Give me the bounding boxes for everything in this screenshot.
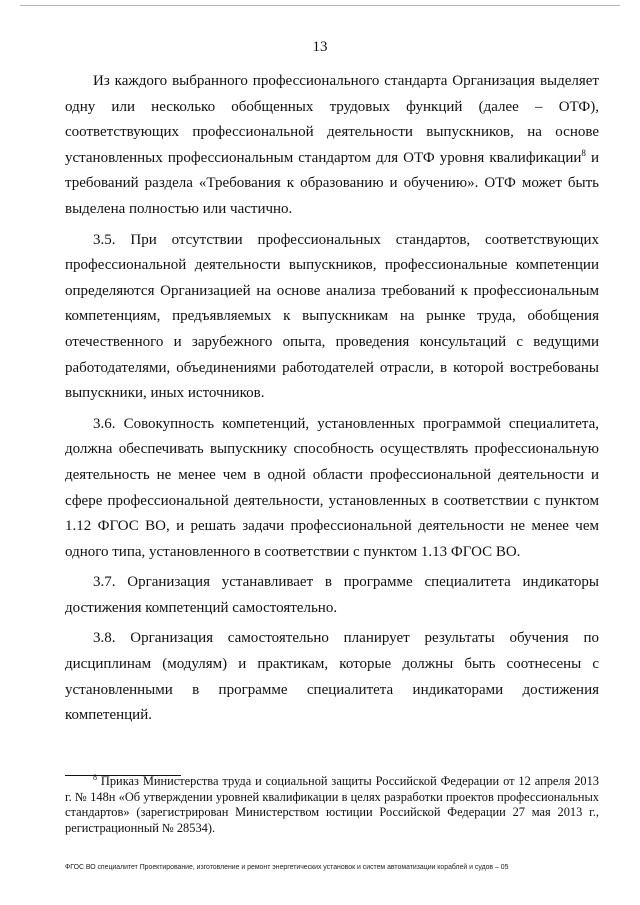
footnote-text: Приказ Министерства труда и социальной защиты Российской Федерации от 12 апреля 2013 г. № 148н «Об утверждении уровней квалификации в целях разработки проектов профессиональных стандартов» (зарегистрирован Министерством юстиции Российской Федерации 27 мая 2013 г., регистрационный № 28534). <box>65 774 599 836</box>
top-border-line <box>20 5 620 6</box>
paragraph-3-6: 3.6. Совокупность компетенций, установленных программой специалитета, должна обеспечивать выпускнику способность осуществлять профессиональную деятельность не менее чем в одной области профессиональной деятельности и сфере профессиональной деятельности, установленных в соответствии с пунктом 1.12 ФГОС ВО, и решать задачи профессиональной деятельности не менее чем одного типа, установленного в соответствии с пунктом 1.13 ФГОС ВО. <box>65 415 599 560</box>
footnote-marker: 8 <box>93 772 97 782</box>
page-number: 13 <box>312 39 328 55</box>
footnote-reference: 8 <box>581 147 586 158</box>
document-body <box>65 69 599 729</box>
paragraph-3-5: 3.5. При отсутствии профессиональных стандартов, соответствующих профессиональной деятельности выпускников, профессиональные компетенции определяются Организацией на основе анализа требований к профессиональным компетенциям, предъявляемых к выпускникам на рынке труда, обобщения отечественного и зарубежного опыта, проведения консультаций с ведущими работодателями, объединениями работодателей отрасли, в которой востребованы выпускники, иных источников. <box>65 231 599 402</box>
paragraph-text: и требований раздела «Требования к образованию и обучению». ОТФ может быть выделена полностью или частично. <box>65 149 599 217</box>
paragraph-otf-selection <box>65 69 599 223</box>
paragraph-3-8: 3.8. Организация самостоятельно планирует результаты обучения по дисциплинам (модулям) и практикам, которые должны быть соотнесены с установленными в программе специалитета индикаторами достижения компетенций. <box>65 630 599 724</box>
footnote <box>65 774 599 837</box>
page-footer: ФГОС ВО специалитет Проектирование, изготовление и ремонт энергетических установок и систем автоматизации кораблей и судов – 05 <box>65 864 509 871</box>
paragraph-text: Из каждого выбранного профессионального стандарта Организация выделяет одну или несколько обобщенных трудовых функций (далее – ОТФ), соответствующих профессиональной деятельности выпускников, на основе установленных профессиональным стандартом для ОТФ уровня квалификации <box>65 73 599 166</box>
paragraph-3-7: 3.7. Организация устанавливает в программе специалитета индикаторы достижения компетенций самостоятельно. <box>65 574 599 616</box>
